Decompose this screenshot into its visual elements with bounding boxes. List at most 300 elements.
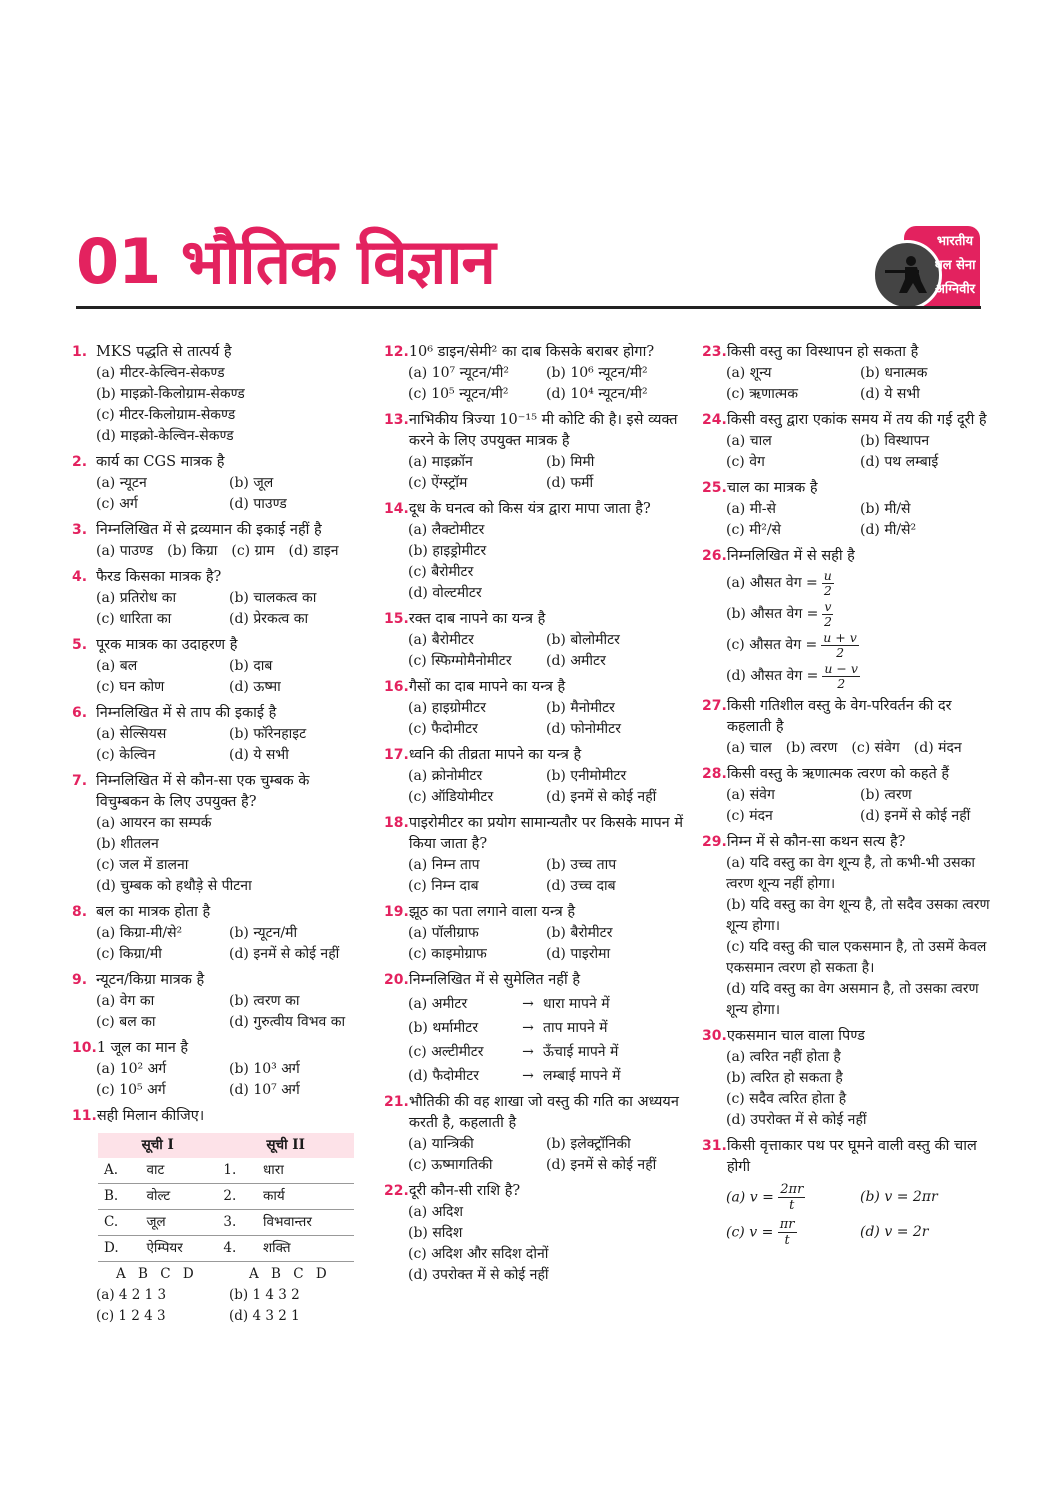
option-b: (b) फॉरेनहाइट bbox=[229, 726, 307, 742]
option-b: (b) किग्रा bbox=[167, 543, 218, 559]
fraction bbox=[822, 662, 860, 691]
question-number: 27. bbox=[702, 698, 727, 714]
question-number: 25. bbox=[702, 480, 727, 496]
options bbox=[702, 431, 994, 473]
option-b: (b) यदि वस्तु का वेग शून्य है, तो सदैव उसका त्वरण शून्य होगा। bbox=[726, 897, 990, 934]
option-row bbox=[96, 991, 362, 1012]
denominator: 2 bbox=[823, 583, 832, 598]
cell: A. bbox=[98, 1158, 140, 1184]
option-c: (c) केल्विन bbox=[96, 747, 156, 763]
arrow-icon: → bbox=[522, 996, 534, 1012]
fraction bbox=[821, 631, 859, 660]
option-b: (b) त्वरण bbox=[785, 740, 838, 756]
option-row bbox=[408, 944, 684, 965]
cell: जूल bbox=[140, 1210, 217, 1236]
option-d: (d) अमीटर bbox=[546, 653, 606, 669]
option-a: (a) पाउण्ड bbox=[96, 543, 154, 559]
option-a: (a) क्रोनोमीटर bbox=[408, 768, 483, 784]
option-c: (c) निम्न दाब bbox=[408, 878, 479, 894]
option-a: (a) हाइग्रोमीटर bbox=[408, 700, 486, 716]
option-row bbox=[96, 724, 362, 745]
option-a: (a) चाल bbox=[726, 433, 772, 449]
question-text: चाल का मात्रक है bbox=[726, 480, 818, 496]
option-a: (a) चाल bbox=[726, 740, 772, 756]
question-18 bbox=[384, 813, 684, 897]
question-head bbox=[384, 410, 684, 452]
option-a: (a) मी-से bbox=[726, 501, 776, 517]
option-b: (b) न्यूटन/मी bbox=[229, 925, 298, 941]
cell: 1. bbox=[217, 1158, 257, 1184]
option-a: (a) सेल्सियस bbox=[96, 726, 167, 742]
question-text: 10⁶ डाइन/सेमी² का दाब किसके बराबर होगा? bbox=[408, 344, 655, 360]
option-b: (b) त्वरित हो सकता है bbox=[726, 1070, 843, 1086]
question-29 bbox=[702, 832, 994, 1021]
options bbox=[72, 588, 362, 630]
option-a: (a) बल bbox=[96, 658, 138, 674]
question-30 bbox=[702, 1026, 994, 1131]
option-c: (c) किग्रा/मी bbox=[96, 946, 162, 962]
option-b bbox=[726, 600, 994, 629]
code-header: A B C D bbox=[249, 1266, 331, 1282]
cell: वाट bbox=[140, 1158, 217, 1184]
cell: कार्य bbox=[257, 1184, 354, 1210]
question-25 bbox=[702, 478, 994, 541]
question-text: दूध के घनत्व को किस यंत्र द्वारा मापा जाता है? bbox=[408, 501, 651, 517]
fraction bbox=[822, 569, 834, 598]
option-d: (d) डाइन bbox=[288, 543, 339, 559]
column-3 bbox=[702, 342, 994, 1253]
badge-line-3: अग्निवीर bbox=[934, 282, 976, 297]
option-a: (a) शून्य bbox=[726, 365, 772, 381]
question-number: 2. bbox=[72, 454, 88, 470]
option-c: (c) वेग bbox=[726, 454, 765, 470]
option-b: (b) इलेक्ट्रॉनिकी bbox=[546, 1136, 631, 1152]
option-label: (a) औसत वेग = bbox=[726, 575, 818, 591]
option-row bbox=[408, 1134, 684, 1155]
option-b: (b) बैरोमीटर bbox=[546, 925, 613, 941]
option-row bbox=[408, 719, 684, 740]
option-a: (a) यान्त्रिकी bbox=[408, 1136, 474, 1152]
question-head bbox=[702, 478, 994, 499]
question-number: 18. bbox=[384, 815, 409, 831]
option-label: (c) v = bbox=[726, 1224, 774, 1241]
option-d: (d) पाइरोमा bbox=[546, 946, 611, 962]
option-c: (c) ग्राम bbox=[231, 543, 275, 559]
question-number: 11. bbox=[72, 1108, 97, 1124]
arrow-icon: → bbox=[522, 1044, 534, 1060]
option-d: (d) ये सभी bbox=[229, 747, 289, 763]
options bbox=[384, 452, 684, 494]
options bbox=[384, 698, 684, 740]
option-c: (c) 10⁵ न्यूटन/मी² bbox=[408, 386, 509, 402]
question-24 bbox=[702, 410, 994, 473]
question-number: 14. bbox=[384, 501, 409, 517]
question-head bbox=[384, 745, 684, 766]
question-14 bbox=[384, 499, 684, 604]
question-4 bbox=[72, 567, 362, 630]
question-number: 4. bbox=[72, 569, 88, 585]
question-number: 20. bbox=[384, 972, 409, 988]
option-row bbox=[726, 806, 994, 827]
option-a: (a) संवेग bbox=[726, 787, 775, 803]
cell: 3. bbox=[217, 1210, 257, 1236]
option-b: (b) त्वरण bbox=[860, 787, 912, 803]
option-a: (a) 4 2 1 3 bbox=[96, 1287, 167, 1303]
option-row bbox=[408, 452, 684, 473]
numerator: u bbox=[823, 568, 832, 583]
table-row bbox=[98, 1210, 354, 1236]
option-row bbox=[408, 384, 684, 405]
option-row bbox=[96, 588, 362, 609]
option-row bbox=[726, 431, 994, 452]
option-row bbox=[96, 944, 362, 965]
options bbox=[72, 541, 362, 562]
question-head bbox=[72, 520, 362, 541]
question-text: निम्नलिखित में से सही है bbox=[726, 548, 855, 564]
col3-questions bbox=[702, 342, 994, 541]
question-head bbox=[72, 771, 362, 813]
question-head bbox=[72, 452, 362, 473]
option-c: (c) काइमोग्राफ bbox=[408, 946, 487, 962]
option-row bbox=[96, 473, 362, 494]
denominator: 2 bbox=[823, 614, 832, 629]
option-d: (d) फोनोमीटर bbox=[546, 721, 621, 737]
cell: B. bbox=[98, 1184, 140, 1210]
question-head bbox=[702, 342, 994, 363]
option-d: (d) फैदोमीटर bbox=[408, 1068, 479, 1084]
option-a: (a) वेग का bbox=[96, 993, 155, 1009]
options bbox=[384, 923, 684, 965]
arrow-icon: → bbox=[522, 1068, 534, 1084]
options bbox=[384, 363, 684, 405]
option-d: (d) उच्च दाब bbox=[546, 878, 616, 894]
options bbox=[384, 520, 684, 604]
question-head bbox=[702, 696, 994, 738]
question-number: 10. bbox=[72, 1040, 97, 1056]
options bbox=[702, 499, 994, 541]
option-d: (d) इनमें से कोई नहीं bbox=[229, 946, 340, 962]
question-26 bbox=[702, 546, 994, 691]
option-c: (c) 10⁵ अर्ग bbox=[96, 1082, 166, 1098]
cell: वोल्ट bbox=[140, 1184, 217, 1210]
option-d-use: लम्बाई मापने में bbox=[543, 1068, 621, 1084]
question-13 bbox=[384, 410, 684, 494]
option-d: (d) गुरुत्वीय विभव का bbox=[229, 1014, 346, 1030]
option-c: (c) मीटर-किलोग्राम-सेकण्ड bbox=[96, 407, 236, 423]
options bbox=[72, 656, 362, 698]
option-b: (b) 10⁶ न्यूटन/मी² bbox=[546, 365, 648, 381]
option-d: (d) पाउण्ड bbox=[229, 496, 287, 512]
option-row bbox=[96, 494, 362, 515]
cell: 2. bbox=[217, 1184, 257, 1210]
option-c: (c) बल का bbox=[96, 1014, 156, 1030]
option-a: (a) निम्न ताप bbox=[408, 857, 480, 873]
option-b: (b) चालकत्व का bbox=[229, 590, 317, 606]
question-6 bbox=[72, 703, 362, 766]
table-row bbox=[98, 1158, 354, 1184]
option-row bbox=[726, 520, 994, 541]
option-b: (b) थर्मामीटर bbox=[408, 1020, 479, 1036]
option-row bbox=[726, 363, 994, 384]
badge-line-1: भारतीय bbox=[936, 234, 974, 249]
fraction-options bbox=[702, 569, 994, 691]
option-d: (d) इनमें से कोई नहीं bbox=[546, 789, 657, 805]
option-a bbox=[726, 1182, 860, 1213]
option-row bbox=[408, 630, 684, 651]
option-c: (c) ऑडियोमीटर bbox=[408, 789, 494, 805]
option-d: (d) 10⁷ अर्ग bbox=[229, 1082, 300, 1098]
options bbox=[72, 363, 362, 447]
option-row bbox=[96, 1080, 362, 1101]
option-c: (c) ऋणात्मक bbox=[726, 386, 798, 402]
question-number: 23. bbox=[702, 344, 727, 360]
question-number: 6. bbox=[72, 705, 88, 721]
option-row bbox=[408, 473, 684, 494]
option-row bbox=[96, 677, 362, 698]
option-b: (b) उच्च ताप bbox=[546, 857, 617, 873]
option-c-use: ऊँचाई मापने में bbox=[543, 1044, 619, 1060]
fraction bbox=[778, 1217, 797, 1248]
option-row bbox=[726, 785, 994, 806]
cell: विभवान्तर bbox=[257, 1210, 354, 1236]
option-d bbox=[726, 662, 994, 691]
question-number: 7. bbox=[72, 773, 88, 789]
option-a: (a) बैरोमीटर bbox=[408, 632, 474, 648]
option-d: (d) मंदन bbox=[913, 740, 962, 756]
option-d: (d) 10⁴ न्यूटन/मी² bbox=[546, 386, 648, 402]
options bbox=[702, 1182, 994, 1248]
option-c: (c) मंदन bbox=[726, 808, 773, 824]
option-d: (d) यदि वस्तु का वेग असमान है, तो उसका त्वरण शून्य होगा। bbox=[726, 981, 979, 1018]
table-row bbox=[98, 1184, 354, 1210]
option-c: (c) सदैव त्वरित होता है bbox=[726, 1091, 847, 1107]
option-label: (b) औसत वेग = bbox=[726, 606, 819, 622]
numerator: 2πr bbox=[780, 1182, 804, 1197]
option-c: (c) अर्ग bbox=[96, 496, 138, 512]
cell: ऐम्पियर bbox=[140, 1236, 217, 1262]
question-19 bbox=[384, 902, 684, 965]
question-number: 3. bbox=[72, 522, 88, 538]
question-number: 16. bbox=[384, 679, 409, 695]
option-a: (a) 10⁷ न्यूटन/मी² bbox=[408, 365, 510, 381]
match-table bbox=[98, 1133, 354, 1262]
options bbox=[72, 473, 362, 515]
question-number: 9. bbox=[72, 972, 88, 988]
option-row bbox=[726, 499, 994, 520]
question-head bbox=[702, 832, 994, 853]
match-pairs bbox=[384, 994, 684, 1087]
option-b: (b) हाइड्रोमीटर bbox=[408, 543, 487, 559]
option-label: (a) v = bbox=[726, 1189, 774, 1206]
question-head bbox=[384, 342, 684, 363]
question-text: एकसमान चाल वाला पिण्ड bbox=[726, 1028, 865, 1044]
option-a: (a) मीटर-केल्विन-सेकण्ड bbox=[96, 365, 225, 381]
question-text: बल का मात्रक होता है bbox=[96, 904, 211, 920]
question-text: ध्वनि की तीव्रता मापने का यन्त्र है bbox=[408, 747, 582, 763]
option-row bbox=[96, 745, 362, 766]
option-row bbox=[408, 855, 684, 876]
option-b: (b) v = 2πr bbox=[860, 1189, 938, 1205]
option-b: (b) दाब bbox=[229, 658, 273, 674]
cell: धारा bbox=[257, 1158, 354, 1184]
options bbox=[702, 738, 994, 759]
question-text: फैरड किसका मात्रक है? bbox=[96, 569, 222, 585]
options bbox=[384, 1202, 684, 1286]
option-b: (b) मैनोमीटर bbox=[546, 700, 615, 716]
option-c: (c) अल्टीमीटर bbox=[408, 1044, 484, 1060]
cell: 4. bbox=[217, 1236, 257, 1262]
question-1 bbox=[72, 342, 362, 447]
question-head bbox=[384, 1092, 684, 1134]
question-head bbox=[72, 703, 362, 724]
question-number: 30. bbox=[702, 1028, 727, 1044]
option-row bbox=[408, 923, 684, 944]
option-d: (d) चुम्बक को हथौड़े से पीटना bbox=[96, 878, 252, 894]
option-d: (d) ये सभी bbox=[860, 386, 920, 402]
question-28 bbox=[702, 764, 994, 827]
numerator: u + v bbox=[823, 630, 857, 645]
option-row bbox=[726, 384, 994, 405]
question-16 bbox=[384, 677, 684, 740]
option-a: (a) न्यूटन bbox=[96, 475, 147, 491]
question-text: पाइरोमीटर का प्रयोग सामान्यतौर पर किसके मापन में किया जाता है? bbox=[408, 815, 684, 852]
option-c: (c) घन कोण bbox=[96, 679, 165, 695]
option-d: (d) इनमें से कोई नहीं bbox=[860, 808, 971, 824]
option-row bbox=[408, 363, 684, 384]
option-b-use: ताप मापने में bbox=[543, 1020, 608, 1036]
question-head bbox=[702, 410, 994, 431]
option-row bbox=[96, 1059, 362, 1080]
options bbox=[702, 785, 994, 827]
question-27 bbox=[702, 696, 994, 759]
option-d: (d) v = 2r bbox=[860, 1224, 929, 1240]
chapter-title: 01 भौतिक विज्ञान bbox=[76, 225, 495, 298]
column-1 bbox=[72, 342, 362, 1332]
question-text: भौतिकी की वह शाखा जो वस्तु की गति का अध्ययन करती है, कहलाती है bbox=[408, 1094, 679, 1131]
option-b: (b) त्वरण का bbox=[229, 993, 300, 1009]
list-1-header: सूची I bbox=[98, 1133, 217, 1158]
col1-questions bbox=[72, 342, 362, 1101]
col2b-questions bbox=[384, 1092, 684, 1286]
options bbox=[72, 991, 362, 1033]
question-text: कार्य का CGS मात्रक है bbox=[96, 454, 225, 470]
col2-questions bbox=[384, 342, 684, 965]
question-3 bbox=[72, 520, 362, 562]
option-b: (b) बोलोमीटर bbox=[546, 632, 620, 648]
option-d: (d) ऊष्मा bbox=[229, 679, 281, 695]
cell: शक्ति bbox=[257, 1236, 354, 1262]
option-row bbox=[408, 698, 684, 719]
option-c: (c) यदि वस्तु की चाल एकसमान है, तो उसमें केवल एकसमान त्वरण हो सकता है। bbox=[726, 939, 987, 976]
option-c bbox=[726, 1217, 860, 1248]
option-row bbox=[96, 541, 362, 562]
question-text: न्यूटन/किग्रा मात्रक है bbox=[96, 972, 205, 988]
question-number: 29. bbox=[702, 834, 727, 850]
page-header bbox=[76, 222, 980, 310]
question-text: सही मिलान कीजिए। bbox=[96, 1108, 205, 1124]
question-text: MKS पद्धति से तात्पर्य है bbox=[96, 344, 232, 360]
question-head bbox=[72, 342, 362, 363]
question-number: 13. bbox=[384, 412, 409, 428]
question-number: 28. bbox=[702, 766, 727, 782]
option-c: (c) संवेग bbox=[851, 740, 900, 756]
question-head bbox=[72, 635, 362, 656]
option-b: (b) जूल bbox=[229, 475, 274, 491]
option-d: (d) प्रेरकत्व का bbox=[229, 611, 309, 627]
question-number: 22. bbox=[384, 1183, 409, 1199]
match-codes bbox=[72, 1264, 362, 1327]
question-9 bbox=[72, 970, 362, 1033]
option-a: (a) अमीटर bbox=[408, 996, 468, 1012]
question-text: किसी वस्तु के ऋणात्मक त्वरण को कहते हैं bbox=[726, 766, 950, 782]
question-12 bbox=[384, 342, 684, 405]
option-c: (c) जल में डालना bbox=[96, 857, 189, 873]
option-b: (b) 10³ अर्ग bbox=[229, 1061, 300, 1077]
cell: D. bbox=[98, 1236, 140, 1262]
options bbox=[702, 1047, 994, 1131]
option-row bbox=[408, 876, 684, 897]
option-c: (c) अदिश और सदिश दोनों bbox=[408, 1246, 549, 1262]
question-text: निम्न में से कौन-सा कथन सत्य है? bbox=[726, 834, 906, 850]
question-text: गैसों का दाब मापने का यन्त्र है bbox=[408, 679, 566, 695]
numerator: v bbox=[824, 599, 832, 614]
question-21 bbox=[384, 1092, 684, 1176]
question-15 bbox=[384, 609, 684, 672]
options bbox=[72, 724, 362, 766]
options bbox=[384, 1134, 684, 1176]
option-row bbox=[726, 452, 994, 473]
denominator: 2 bbox=[836, 645, 845, 660]
option-b: (b) एनीमोमीटर bbox=[546, 768, 627, 784]
options bbox=[72, 1059, 362, 1101]
option-d: (d) उपरोक्त में से कोई नहीं bbox=[726, 1112, 867, 1128]
column-2 bbox=[384, 342, 684, 1291]
question-text: पूरक मात्रक का उदाहरण है bbox=[96, 637, 238, 653]
option-d: (d) माइक्रो-केल्विन-सेकण्ड bbox=[96, 428, 234, 444]
fraction bbox=[822, 600, 833, 629]
question-number: 21. bbox=[384, 1094, 409, 1110]
question-number: 8. bbox=[72, 904, 88, 920]
options bbox=[384, 855, 684, 897]
question-text: निम्नलिखित में से सुमेलित नहीं है bbox=[408, 972, 581, 988]
option-b: (b) धनात्मक bbox=[860, 365, 928, 381]
option-a: (a) 10² अर्ग bbox=[96, 1061, 167, 1077]
question-number: 26. bbox=[702, 548, 727, 564]
question-number: 12. bbox=[384, 344, 409, 360]
question-head bbox=[72, 567, 362, 588]
denominator: t bbox=[789, 1198, 795, 1213]
option-a: (a) माइक्रॉन bbox=[408, 454, 473, 470]
option-b: (b) मिमी bbox=[546, 454, 595, 470]
badge-line-2: थल सेना bbox=[934, 258, 976, 273]
question-text: झूठ का पता लगाने वाला यन्त्र है bbox=[408, 904, 576, 920]
question-text: दूरी कौन-सी राशि है? bbox=[408, 1183, 521, 1199]
question-text: निम्नलिखित में से कौन-सा एक चुम्बक के विचुम्बकन के लिए उपयुक्त है? bbox=[96, 773, 310, 810]
options bbox=[384, 630, 684, 672]
numerator: πr bbox=[779, 1217, 795, 1232]
question-20 bbox=[384, 970, 684, 1087]
question-11 bbox=[72, 1106, 362, 1327]
question-head bbox=[384, 813, 684, 855]
denominator: 2 bbox=[837, 676, 846, 691]
option-d: (d) मी/से² bbox=[860, 522, 917, 538]
col3b-questions bbox=[702, 696, 994, 1131]
option-c bbox=[726, 631, 994, 660]
question-head bbox=[72, 970, 362, 991]
option-a-use: धारा मापने में bbox=[543, 996, 610, 1012]
option-row bbox=[96, 1012, 362, 1033]
option-b: (b) 1 4 3 2 bbox=[229, 1287, 300, 1303]
